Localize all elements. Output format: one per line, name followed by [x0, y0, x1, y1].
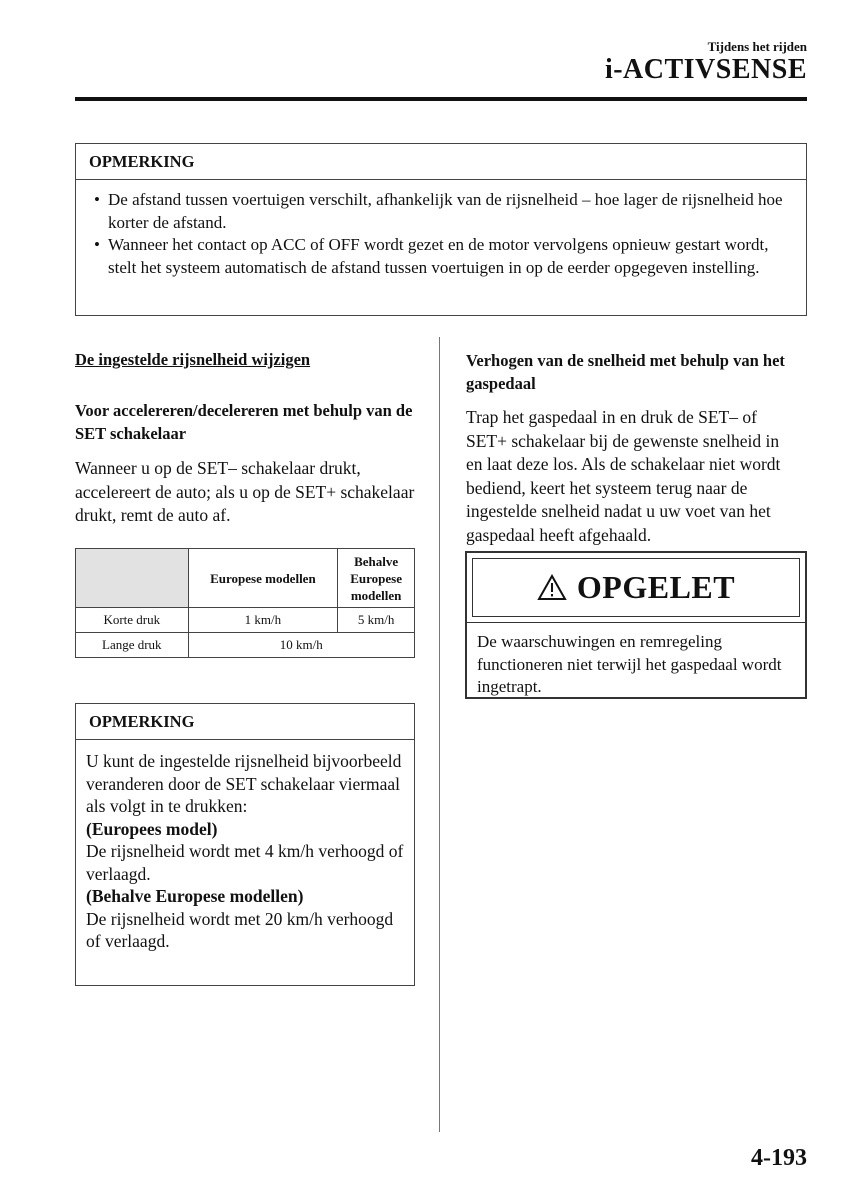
left-note-other-text: De rijsnelheid wordt met 20 km/h verhoogd of verlaagd.	[86, 908, 394, 951]
running-header-title: i-ACTIVSENSE	[604, 54, 807, 85]
warning-triangle-icon	[537, 574, 577, 601]
table-header-eu: Europese modellen	[188, 549, 338, 608]
table-row-label: Korte druk	[76, 608, 189, 633]
left-note-eu-label: (Europees model)	[86, 818, 218, 839]
bullet-marker: •	[94, 235, 100, 254]
table-header-other: Behalve Europese modellen	[338, 549, 415, 608]
caution-text: De waarschuwingen en remregeling functioneren niet terwijl het gaspedaal wordt ingetrapt.	[467, 622, 805, 709]
table-row	[76, 608, 415, 633]
top-note-body	[76, 180, 806, 289]
top-note-bullet	[86, 189, 796, 234]
left-paragraph: Wanneer u op de SET– schakelaar drukt, accelereert de auto; als u op de SET+ schakelaar drukt, remt de auto af.	[75, 458, 415, 525]
bullet-text: De afstand tussen voertuigen verschilt, afhankelijk van de rijsnelheid – hoe lager de rijsnelheid hoe korter de afstand.	[108, 190, 783, 232]
table-corner-cell	[76, 549, 189, 608]
top-note-bullet	[86, 234, 796, 279]
left-note-body	[76, 740, 414, 963]
caution-heading: OPGELET	[576, 569, 736, 605]
table-cell: 10 km/h	[188, 633, 414, 658]
right-paragraph: Trap het gaspedaal in en druk de SET– of SET+ schakelaar bij de gewenste snelheid in en laat deze los. Als de schakelaar niet wordt bediend, keert het systeem terug naar de ingestelde snelheid nadat u uw voet van het gaspedaal heeft afgehaald.	[466, 407, 781, 545]
left-note-intro: U kunt de ingestelde rijsnelheid bijvoorbeeld veranderen door de SET schakelaar viermaal als volgt in te drukken:	[86, 751, 402, 816]
right-subheading: Verhogen van de snelheid met behulp van het gaspedaal	[466, 351, 785, 393]
top-note-heading: OPMERKING	[76, 144, 806, 180]
page-number: 4-193	[751, 1145, 807, 1171]
header-rule	[75, 97, 807, 101]
top-note-box	[75, 143, 807, 316]
caution-heading-frame	[472, 558, 800, 617]
column-divider	[439, 337, 440, 1132]
running-header-section: Tijdens het rijden	[707, 39, 807, 54]
left-note-box	[75, 703, 415, 986]
table-cell: 1 km/h	[188, 608, 338, 633]
speed-change-table	[75, 548, 415, 658]
bullet-marker: •	[94, 190, 100, 209]
table-cell: 5 km/h	[338, 608, 415, 633]
section-heading: De ingestelde rijsnelheid wijzigen	[75, 350, 311, 369]
table-row	[76, 633, 415, 658]
left-note-other-label: (Behalve Europese modellen)	[86, 886, 304, 906]
bullet-text: Wanneer het contact op ACC of OFF wordt gezet en de motor vervolgens opnieuw gestart wordt, stelt het systeem automatisch de afstand tussen voertuigen in op de eerder opgegeven instelling.	[108, 235, 769, 277]
table-row-label: Lange druk	[76, 633, 189, 658]
caution-box	[465, 551, 807, 699]
left-subheading: Voor accelereren/decelereren met behulp van de SET schakelaar	[75, 401, 413, 443]
left-note-heading: OPMERKING	[76, 704, 414, 740]
left-note-eu-text: De rijsnelheid wordt met 4 km/h verhoogd of verlaagd.	[86, 841, 404, 884]
